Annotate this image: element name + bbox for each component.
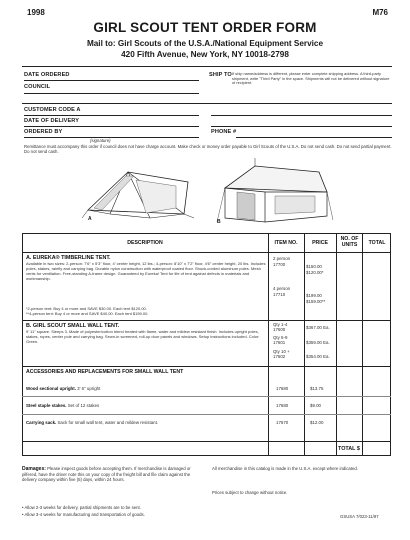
ordered-by-label: ORDERED BY [24,129,63,135]
total-label: TOTAL $ [338,446,360,452]
date-ordered-line[interactable] [24,80,199,81]
accessory-rule-2 [22,414,391,415]
council-label: COUNCIL [24,84,51,90]
ship-line-2[interactable] [211,126,392,127]
total-field[interactable] [362,442,391,456]
accessory-item-no: 17670 [276,420,289,425]
header-description: DESCRIPTION [127,240,163,246]
section-b-description: 9' 11" square. Sleeps 3. Made of polyester/cotton blend treated with flame, water and mildew resistant finish. Includes upright poles, stakes, ropes, center pole and carrying bag. Sewn-in screened, roll-up door panels and windows. Setup instructions included. Color: Green. [26,329,260,344]
accessory-price: $12.00 [310,420,324,425]
date-of-delivery-label: DATE OF DELIVERY [24,118,80,124]
section-b-price-3: $354.00 Ea. [306,354,330,359]
header-item-no: ITEM NO. [274,240,298,246]
section-b-item-2: 17601 [273,340,286,345]
header-total: TOTAL [368,240,386,246]
section-a-title: A. EUREKA® TIMBERLINE TENT. [26,255,111,261]
delivery-bullet-1: • Allow 2-3 weeks for delivery, partial shipments are to be sent. [22,505,141,510]
section-b-rule [22,366,391,367]
accessory-name: Wood sectional upright. [26,386,76,391]
damages-text: Please inspect goods before accepting them. If merchandise is damaged or pilfered, have the driver note this on your copy of the freight bill and file claim against the delivery company within five (5) days, within 24 hours. [22,466,191,483]
tent-b-label: B [217,219,221,225]
col-price-divider [304,233,305,456]
form-code: M76 [372,8,388,17]
ordered-by-line[interactable] [24,137,199,138]
damages-title: Damages: [22,466,46,472]
ship-to-note: If ship name/address is different, please enter complete shipping address. A third-party shipment, write "Third Party" in the space. Shipments will not be delivered without signature of recipient. [232,71,390,86]
section-a-item-2: 17710 [273,292,286,297]
address: 420 Fifth Avenue, New York, NY 10018-2798 [121,50,289,59]
section-a-item-1: 17700 [273,262,286,267]
header-rule [22,66,392,67]
council-line[interactable] [24,93,199,94]
accessory-detail: Set of 12 stakes [67,403,100,408]
signature-hint: (signature) [90,138,111,143]
remittance-note: Remittance must accompany this order if council does not have charge account. Make check or money order payable to Girl Scouts of the U.S.A. Do not send cash. Do not send partial payment. Do not send cash. [24,144,392,155]
header-price: PRICE [312,240,328,246]
accessory-item-no: 17680 [276,386,289,391]
accessory-rule-1 [22,396,391,397]
customer-code-line[interactable] [24,115,199,116]
made-in-usa-note: All merchandise in this catalog is made in the U.S.A. except where indicated. [212,466,358,471]
section-a-price-2b: $159.00** [306,299,326,304]
section-a-price-2a: $199.00 [306,293,322,298]
col-item-divider [268,233,269,456]
section-a-price-1a: $150.00 [306,264,322,269]
date-ordered-label: DATE ORDERED [24,72,70,78]
delivery-bullet-2: • Allow 3-4 weeks for manufacturing and transportation of goods. [22,512,145,517]
tent-b-illustration [215,158,335,226]
section-a-size-2: 4 person [273,286,291,291]
accessory-price: $9.00 [310,403,321,408]
section-b-title: B. GIRL SCOUT SMALL WALL TENT. [26,323,120,329]
accessories-rule [22,441,391,442]
tent-a-illustration [80,158,200,223]
section-b-qty-3: Qty 10 + [273,349,290,354]
accessory-name: Carrying sack. [26,420,57,425]
accessories-title: ACCESSORIES AND REPLACEMENTS FOR SMALL WALL TENT [26,369,184,375]
header-units: NO. OF UNITS [340,236,359,248]
section-rule [22,103,392,104]
accessory-price: $13.75 [310,386,324,391]
col-units-divider [336,233,337,456]
accessory-detail: 3' 6" upright [77,386,101,391]
section-b-price-2: $359.00 Ea. [306,340,330,345]
section-a-size-1: 2 person [273,256,291,261]
section-a-description: Available in two sizes: 2-person: 7'6" x 5'3" floor, 4' center height, 12 lbs.; 4-person: 8'10" x 7'2" floor, 4'6" center height, 20 lbs. Includes poles, stakes, rainfly and carrying bag. Durable nylon construction with waterproof coated floor. Shock-corded aluminum poles. Mesh vents for ventilation. Free-standing A-frame design. Guaranteed by Eureka! Tent for life of tent against defects in materials and workmanship. [26,261,266,281]
form-footer-code: GSUSA 7/023-11/97 [340,514,379,519]
phone-label: PHONE # [211,129,237,135]
phone-line[interactable] [236,137,392,138]
section-a-price-1b: $120.00* [306,270,324,275]
mail-to: Mail to: Girl Scouts of the U.S.A./National Equipment Service [86,39,324,48]
date-of-delivery-line[interactable] [24,126,199,127]
col-total-divider [362,233,363,456]
accessory-detail: Sack for small wall tent, water and mildew resistant. [57,420,159,425]
year: 1998 [27,8,45,17]
section-a-note-2: **4-person tent: Buy 4 or more and SAVE $40.00. Each tent $159.00. [26,311,149,316]
section-b-price-1: $367.00 Ea. [306,325,330,330]
damages-note [22,466,204,483]
form-title: GIRL SCOUT TENT ORDER FORM [93,20,317,35]
section-b-item-3: 17602 [273,354,286,359]
accessory-item-no: 17680 [276,403,289,408]
section-b-qty-2: Qty 5-9 [273,335,288,340]
section-a-rule [22,320,391,321]
customer-code-label: CUSTOMER CODE A [24,107,81,113]
ship-to-label: SHIP TO [209,72,232,78]
prices-note: Prices subject to change without notice. [212,490,288,495]
section-a-note-1: *2-person tent: Buy 4 or more and SAVE $30.00. Each tent $120.00. [26,306,147,311]
ship-line-1[interactable] [211,115,392,116]
section-b-item-1: 17600 [273,327,286,332]
section-b-qty-1: Qty 1-4 [273,322,288,327]
accessory-name: Steel staple stakes. [26,403,67,408]
tent-a-label: A [88,216,92,222]
